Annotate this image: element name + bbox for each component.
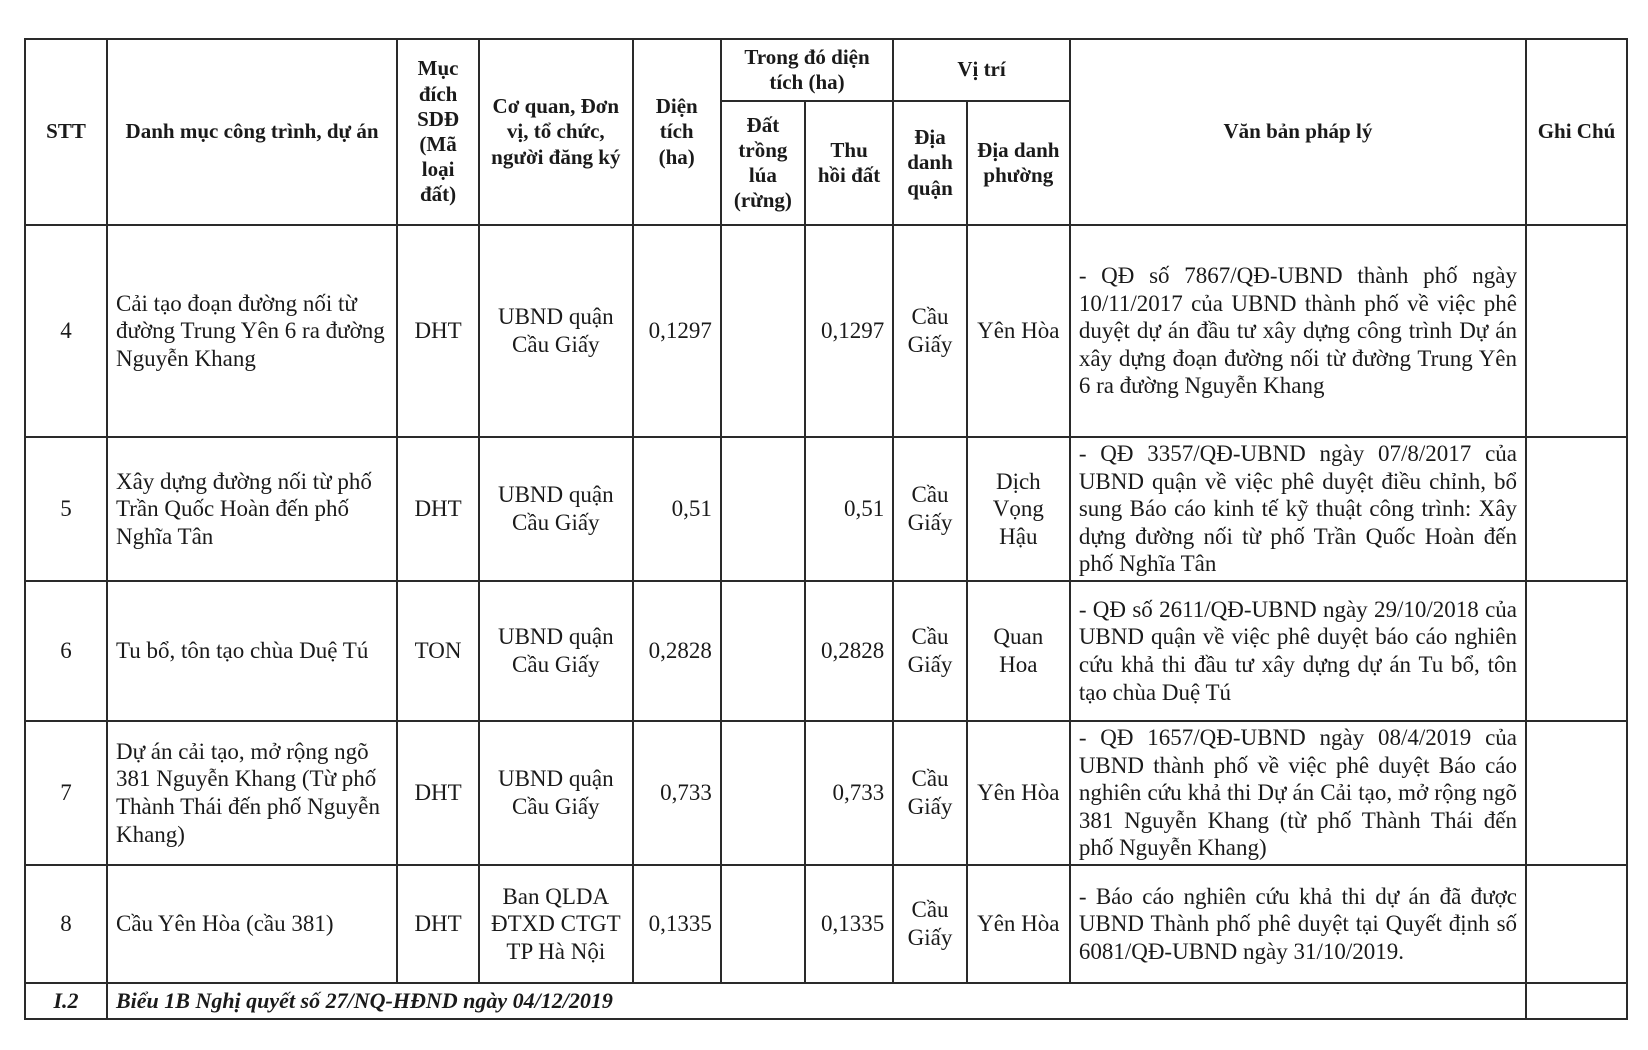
- cell-legal: - QĐ số 7867/QĐ-UBND thành phố ngày 10/11/2017 của UBND thành phố về việc phê duyệt dự án đầu tư xây dựng công trình Dự án xây dựng đoạn đường nối từ đường Trung Yên 6 ra đường Nguyễn Khang: [1070, 225, 1526, 437]
- header-stt: STT: [25, 39, 107, 225]
- cell-district: Cầu Giấy: [893, 225, 967, 437]
- table-row: [25, 225, 1627, 437]
- cell-agency: UBND quận Cầu Giấy: [479, 721, 632, 865]
- cell-stt: 5: [25, 437, 107, 581]
- cell-rice-land: [721, 437, 805, 581]
- header-location: Vị trí: [893, 39, 1070, 101]
- cell-purpose: TON: [397, 581, 479, 721]
- cell-district: Cầu Giấy: [893, 721, 967, 865]
- cell-recovered: 0,1335: [805, 865, 893, 983]
- cell-legal: - Báo cáo nghiên cứu khả thi dự án đã được UBND Thành phố phê duyệt tại Quyết định số 6081/QĐ-UBND ngày 31/10/2019.: [1070, 865, 1526, 983]
- cell-recovered: 0,733: [805, 721, 893, 865]
- header-ward: Địa danh phường: [967, 101, 1070, 225]
- cell-purpose: DHT: [397, 721, 479, 865]
- cell-recovered: 0,2828: [805, 581, 893, 721]
- cell-purpose: DHT: [397, 437, 479, 581]
- section-title: Biểu 1B Nghị quyết số 27/NQ-HĐND ngày 04/12/2019: [107, 983, 1526, 1019]
- section-row: [25, 983, 1627, 1019]
- cell-stt: 8: [25, 865, 107, 983]
- cell-rice-land: [721, 721, 805, 865]
- cell-legal: - QĐ 1657/QĐ-UBND ngày 08/4/2019 của UBND thành phố về việc phê duyệt Báo cáo nghiên cứu khả thi Dự án Cải tạo, mở rộng ngõ 381 Nguyễn Khang (từ phố Thành Thái đến phố Nguyễn Khang): [1070, 721, 1526, 865]
- cell-area: 0,51: [633, 437, 721, 581]
- cell-ward: Yên Hòa: [967, 225, 1070, 437]
- cell-ward: Yên Hòa: [967, 721, 1070, 865]
- header-notes: Ghi Chú: [1526, 39, 1627, 225]
- cell-district: Cầu Giấy: [893, 581, 967, 721]
- cell-agency: UBND quận Cầu Giấy: [479, 581, 632, 721]
- cell-note: [1526, 581, 1627, 721]
- cell-agency: Ban QLDA ĐTXD CTGT TP Hà Nội: [479, 865, 632, 983]
- header-within-area: Trong đó diện tích (ha): [721, 39, 893, 101]
- cell-legal: - QĐ số 2611/QĐ-UBND ngày 29/10/2018 của UBND quận về việc phê duyệt báo cáo nghiên cứu khả thi đầu tư xây dựng dự án Tu bổ, tôn tạo chùa Duệ Tú: [1070, 581, 1526, 721]
- cell-purpose: DHT: [397, 865, 479, 983]
- table-row: [25, 721, 1627, 865]
- cell-stt: 4: [25, 225, 107, 437]
- header-purpose: Mục đích SDĐ (Mã loại đất): [397, 39, 479, 225]
- cell-area: 0,733: [633, 721, 721, 865]
- cell-area: 0,1297: [633, 225, 721, 437]
- cell-ward: Quan Hoa: [967, 581, 1070, 721]
- cell-district: Cầu Giấy: [893, 865, 967, 983]
- header-project: Danh mục công trình, dự án: [107, 39, 397, 225]
- cell-agency: UBND quận Cầu Giấy: [479, 225, 632, 437]
- cell-rice-land: [721, 225, 805, 437]
- header-recovered: Thu hồi đất: [805, 101, 893, 225]
- header-rice-land: Đất trồng lúa (rừng): [721, 101, 805, 225]
- cell-agency: UBND quận Cầu Giấy: [479, 437, 632, 581]
- cell-recovered: 0,1297: [805, 225, 893, 437]
- cell-note: [1526, 721, 1627, 865]
- header-legal-docs: Văn bản pháp lý: [1070, 39, 1526, 225]
- cell-project: Dự án cải tạo, mở rộng ngõ 381 Nguyễn Khang (Từ phố Thành Thái đến phố Nguyễn Khang): [107, 721, 397, 865]
- cell-project: Tu bổ, tôn tạo chùa Duệ Tú: [107, 581, 397, 721]
- table-row: [25, 865, 1627, 983]
- cell-project: Xây dựng đường nối từ phố Trần Quốc Hoàn đến phố Nghĩa Tân: [107, 437, 397, 581]
- cell-area: 0,2828: [633, 581, 721, 721]
- cell-legal: - QĐ 3357/QĐ-UBND ngày 07/8/2017 của UBND quận về việc phê duyệt điều chỉnh, bổ sung Báo cáo kinh tế kỹ thuật công trình: Xây dựng đường nối từ phố Trần Quốc Hoàn đến phố Nghĩa Tân: [1070, 437, 1526, 581]
- cell-note: [1526, 225, 1627, 437]
- cell-project: Cải tạo đoạn đường nối từ đường Trung Yên 6 ra đường Nguyễn Khang: [107, 225, 397, 437]
- section-note: [1526, 983, 1627, 1019]
- cell-district: Cầu Giấy: [893, 437, 967, 581]
- cell-stt: 6: [25, 581, 107, 721]
- cell-area: 0,1335: [633, 865, 721, 983]
- header-agency: Cơ quan, Đơn vị, tổ chức, người đăng ký: [479, 39, 632, 225]
- cell-stt: 7: [25, 721, 107, 865]
- cell-rice-land: [721, 865, 805, 983]
- header-district: Địa danh quận: [893, 101, 967, 225]
- header-area: Diện tích (ha): [633, 39, 721, 225]
- table-row: [25, 437, 1627, 581]
- section-number: I.2: [25, 983, 107, 1019]
- cell-note: [1526, 865, 1627, 983]
- cell-ward: Dịch Vọng Hậu: [967, 437, 1070, 581]
- cell-purpose: DHT: [397, 225, 479, 437]
- cell-rice-land: [721, 581, 805, 721]
- cell-ward: Yên Hòa: [967, 865, 1070, 983]
- cell-recovered: 0,51: [805, 437, 893, 581]
- cell-project: Cầu Yên Hòa (cầu 381): [107, 865, 397, 983]
- cell-note: [1526, 437, 1627, 581]
- land-use-table: [24, 38, 1628, 1020]
- table-row: [25, 581, 1627, 721]
